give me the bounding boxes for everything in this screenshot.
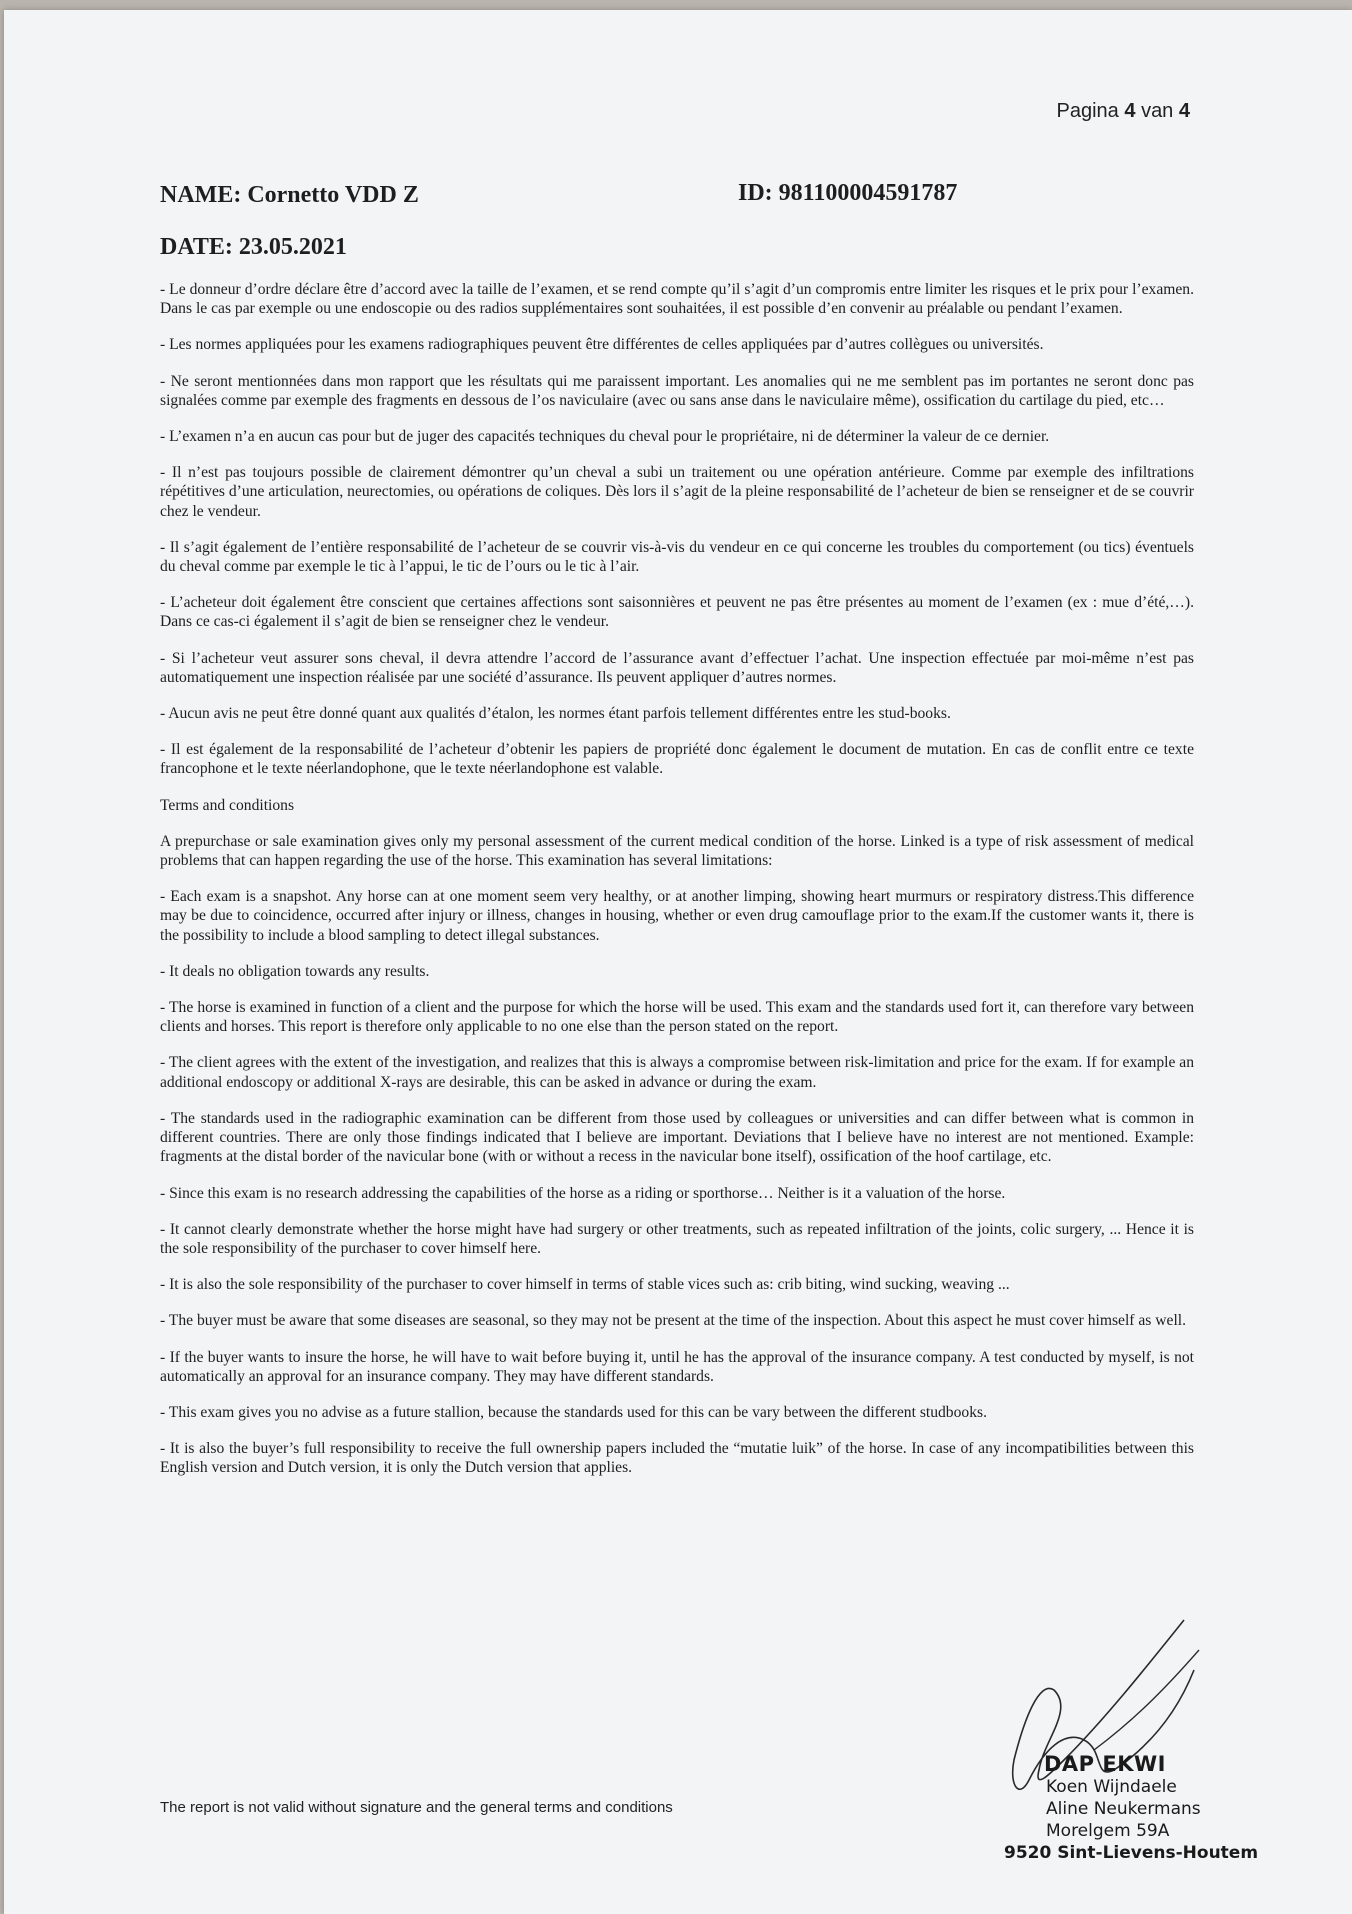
page-number-prefix: Pagina (1056, 100, 1119, 122)
paragraph-fr: - Aucun avis ne peut être donné quant aux qualités d’étalon, les normes étant parfois tellement différentes entre les stud-books. (160, 705, 951, 723)
paragraph-fr: - Le donneur d’ordre déclare être d’accord avec la taille de l’examen, et se rend compte qu’il s’agit d’un compromis entre limiter les risques et le prix pour l’examen. Dans le cas par exemple ou une endoscopie ou des radios supplémentaires sont souhaitées, il est possible d’en convenir au préalable ou pendant l’examen. (160, 281, 1194, 318)
page-number-middle: van (1141, 100, 1174, 122)
paragraph-en: - The client agrees with the extent of the investigation, and realizes that this is always a compromise between risk-limitation and price for the exam. If for example an additional endoscopy or additional X-rays are desirable, this can be asked in advance or during the exam. (160, 1054, 1194, 1091)
paragraph-en: - This exam gives you no advise as a future stallion, because the standards used for this can be vary between the different studbooks. (160, 1403, 987, 1421)
stamp-vet-1: Koen Wijndaele (1046, 1777, 1177, 1797)
paragraph-fr: - L’examen n’a en aucun cas pour but de juger des capacités techniques du cheval pour le propriétaire, ni de déterminer la valeur de ce dernier. (160, 428, 1050, 446)
veterinary-stamp (1004, 1752, 1258, 1864)
paragraph-en: - Since this exam is no research addressing the capabilities of the horse as a riding or sporthorse… Neither is it a valuation of the horse. (160, 1184, 1006, 1202)
document-page (4, 10, 1352, 1914)
validity-note: The report is not valid without signature and the general terms and conditions (160, 1799, 673, 1816)
page-number-current: 4 (1124, 100, 1136, 122)
paragraph-en: - If the buyer wants to insure the horse, he will have to wait before buying it, until he has the approval of the insurance company. A test conducted by myself, is not automatically an approval for an insurance company. They may have different standards. (160, 1348, 1194, 1385)
paragraph-en: - It is also the sole responsibility of the purchaser to cover himself in terms of stable vices such as: crib biting, wind sucking, weaving ... (160, 1276, 1010, 1294)
paragraph-en: - The standards used in the radiographic examination can be different from those used by colleagues or universities and can differ between what is common in different countries. There are only those findings indicated that I believe are important. Deviations that I believe have no interest are not mentioned. Example: fragments at the distal border of the navicular bone (with or without a recess in the navicular bone itself), ossification of the hoof cartilage, etc. (160, 1109, 1194, 1166)
paragraph-fr: - Il est également de la responsabilité de l’acheteur d’obtenir les papiers de propriété donc également le document de mutation. En cas de conflit entre ce texte francophone et le texte néerlandophone, que le texte néerlandophone est valable. (160, 741, 1194, 778)
page-number-total: 4 (1178, 100, 1190, 122)
paragraph-en: - It is also the buyer’s full responsibility to receive the full ownership papers included the “mutatie luik” of the horse. In case of any incompatibilities between this English version and Dutch version, it is only the Dutch version that applies. (160, 1440, 1194, 1477)
paragraph-fr: - Il n’est pas toujours possible de clairement démontrer qu’un cheval a subi un traitement ou une opération antérieure. Comme par exemple des infiltrations répétitives d’une articulation, neurectomies, ou opérations de coliques. Dès lors il s’agit de la pleine responsabilité de l’acheteur de bien se renseigner et de se couvrir chez le vendeur. (160, 464, 1194, 520)
page-number (1057, 100, 1190, 123)
paragraph-en: A prepurchase or sale examination gives only my personal assessment of the current medical condition of the horse. Linked is a type of risk assessment of medical problems that can happen regarding the use of the horse. This examination has several limitations: (160, 832, 1194, 870)
horse-name: NAME: Cornetto VDD Z (160, 182, 419, 208)
paragraph-fr: - Il s’agit également de l’entière responsabilité de l’acheteur de se couvrir vis-à-vis du vendeur en ce qui concerne les troubles du comportement (ou tics) éventuels du cheval comme par exemple le tic à l’appui, le tic de l’ours ou le tic à l’air. (160, 538, 1194, 576)
stamp-city: 9520 Sint-Lievens-Houtem (1004, 1843, 1259, 1863)
exam-date: DATE: 23.05.2021 (160, 234, 347, 260)
paragraph-fr: - L’acheteur doit également être conscient que certaines affections sont saisonnières et peuvent ne pas être présentes au moment de l’examen (ex : mue d’été,…). Dans ce cas-ci également il s’agit de bien se renseigner chez le vendeur. (160, 594, 1194, 631)
paragraph-en: - The buyer must be aware that some diseases are seasonal, so they may not be present at the time of the inspection. About this aspect he must cover himself as well. (160, 1312, 1187, 1330)
paragraph-en: - Each exam is a snapshot. Any horse can at one moment seem very healthy, or at another limping, showing heart murmurs or respiratory distress.This difference may be due to coincidence, occurred after injury or illness, changes in housing, whether or even drug camouflage prior to the exam.If the customer wants it, there is the possibility to include a blood sampling to detect illegal substances. (160, 888, 1194, 944)
terms-heading: Terms and conditions (160, 796, 295, 814)
paragraph-fr: - Les normes appliquées pour les examens radiographiques peuvent être différentes de celles appliquées par d’autres collègues ou universités. (160, 336, 1044, 354)
stamp-street: Morelgem 59A (1046, 1821, 1170, 1841)
stamp-company: DAP EKWI (1044, 1752, 1166, 1776)
paragraph-en: - It cannot clearly demonstrate whether the horse might have had surgery or other treatments, such as repeated infiltration of the joints, colic surgery, ... Hence it is the sole responsibility of the purchaser to cover himself here. (160, 1220, 1194, 1257)
stamp-vet-2: Aline Neukermans (1046, 1799, 1201, 1819)
body-text (160, 280, 1194, 1495)
paragraph-fr: - Si l’acheteur veut assurer sons cheval, il devra attendre l’accord de l’assurance avant d’effectuer l’achat. Une inspection effectuée par moi-même n’est pas automatiquement une inspection réalisée par une société d’assurance. Ils peuvent appliquer d’autres normes. (160, 649, 1194, 686)
paragraph-fr: - Ne seront mentionnées dans mon rapport que les résultats qui me paraissent important. Les anomalies qui ne me semblent pas im portantes ne seront donc pas signalées comme par exemple des fragments en dessous de l’os naviculaire (avec ou sans anse dans le naviculaire même), ossification du cartilage du pied, etc… (160, 372, 1194, 409)
paragraph-en: - It deals no obligation towards any results. (160, 962, 430, 980)
paragraph-en: - The horse is examined in function of a client and the purpose for which the horse will be used. This exam and the standards used fort it, can therefore vary between clients and horses. This report is therefore only applicable to no one else than the person stated on the report. (160, 999, 1194, 1036)
horse-id: ID: 981100004591787 (738, 180, 958, 206)
